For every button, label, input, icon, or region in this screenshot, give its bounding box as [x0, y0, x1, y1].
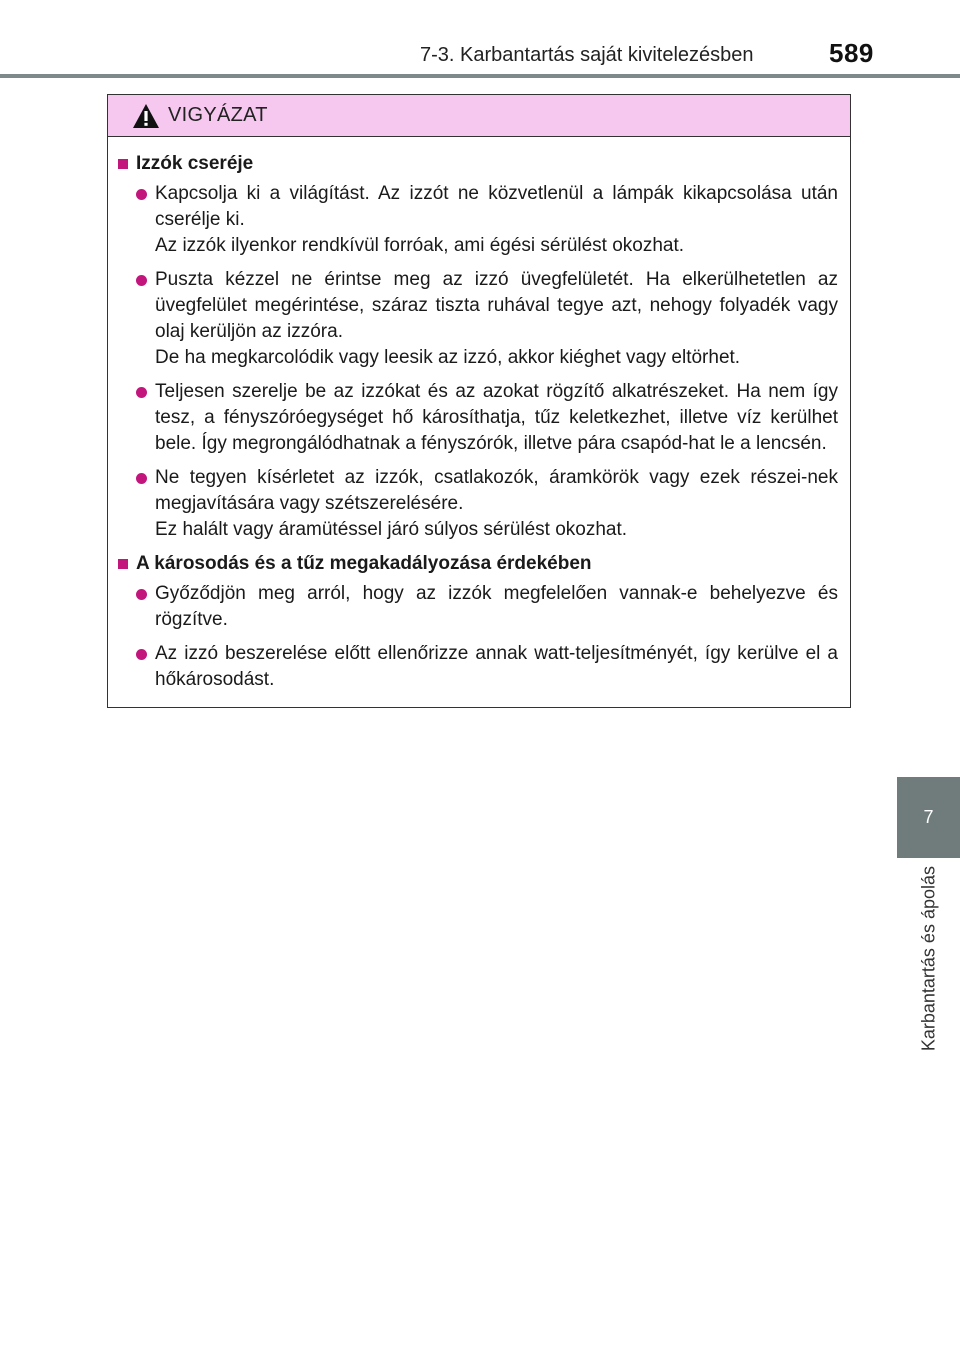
warning-box: [107, 94, 851, 708]
page-number: 589: [829, 38, 874, 68]
bullet-item: [136, 181, 838, 259]
bullet-item: [136, 267, 838, 371]
bullet-paragraph: Kapcsolja ki a világítást. Az izzót ne közvetlenül a lámpák kikapcsolása után cserélje ki.: [155, 183, 838, 230]
bullet-dot-icon: [136, 275, 147, 286]
section-heading: [116, 151, 838, 177]
bullet-text: [155, 379, 838, 457]
bullet-dot-icon: [136, 189, 147, 200]
section-heading: [116, 551, 838, 577]
chapter-label-area: [897, 858, 960, 1078]
bullet-item: [136, 465, 838, 543]
bullet-text: [155, 581, 838, 633]
warning-body: [108, 137, 850, 693]
section-title: 7-3. Karbantartás saját kivitelezésben: [420, 44, 754, 66]
bullet-paragraph: Puszta kézzel ne érintse meg az izzó üvegfelületét. Ha elkerülhetetlen az üvegfelület megérintése, száraz tiszta ruhával tegye azt, nehogy folyadék vagy olaj kerüljön az izzóra.: [155, 269, 838, 342]
chapter-label: Karbantartás és ápolás: [918, 866, 938, 1052]
bullet-paragraph: De ha megkarcolódik vagy leesik az izzó, akkor kiéghet vagy eltörhet.: [155, 347, 741, 368]
bullet-text: [155, 465, 838, 543]
bullet-paragraph: Az izzók ilyenkor rendkívül forróak, ami égési sérülést okozhat.: [155, 235, 685, 256]
square-bullet-icon: [118, 159, 128, 169]
section-heading-text: A károsodás és a tűz megakadályozása érdekében: [136, 553, 592, 574]
bullet-paragraph: Az izzó beszerelése előtt ellenőrizze annak watt-teljesítményét, így kerülve el a hőkárosodást.: [155, 643, 838, 690]
warning-triangle-icon: [132, 103, 160, 129]
bullet-text: [155, 267, 838, 371]
chapter-number: 7: [923, 807, 934, 827]
bullet-text: [155, 181, 838, 259]
bullet-item: [136, 581, 838, 633]
header-divider: [0, 74, 960, 78]
chapter-tab[interactable]: [897, 777, 960, 858]
bullet-item: [136, 379, 838, 457]
bullet-paragraph: Győződjön meg arról, hogy az izzók megfelelően vannak-e behelyezve és rögzítve.: [155, 583, 838, 630]
square-bullet-icon: [118, 559, 128, 569]
bullet-paragraph: Teljesen szerelje be az izzókat és az azokat rögzítő alkatrészeket. Ha nem így tesz, a fényszóróegységet hő károsíthatja, tűz keletkezhet, illetve víz kerülhet bele. Így megrongálódhatnak a fényszórók, illetve pára csapód-hat le a lencsén.: [155, 381, 838, 454]
warning-header: [108, 95, 850, 137]
bullet-dot-icon: [136, 387, 147, 398]
bullet-text: [155, 641, 838, 693]
bullet-dot-icon: [136, 589, 147, 600]
section-heading-text: Izzók cseréje: [136, 153, 254, 174]
bullet-item: [136, 641, 838, 693]
bullet-dot-icon: [136, 473, 147, 484]
bullet-paragraph: Ez halált vagy áramütéssel járó súlyos sérülést okozhat.: [155, 519, 628, 540]
bullet-paragraph: Ne tegyen kísérletet az izzók, csatlakozók, áramkörök vagy ezek részei-nek megjavítására vagy szétszerelésére.: [155, 467, 838, 514]
bullet-dot-icon: [136, 649, 147, 660]
warning-title: VIGYÁZAT: [168, 104, 268, 126]
